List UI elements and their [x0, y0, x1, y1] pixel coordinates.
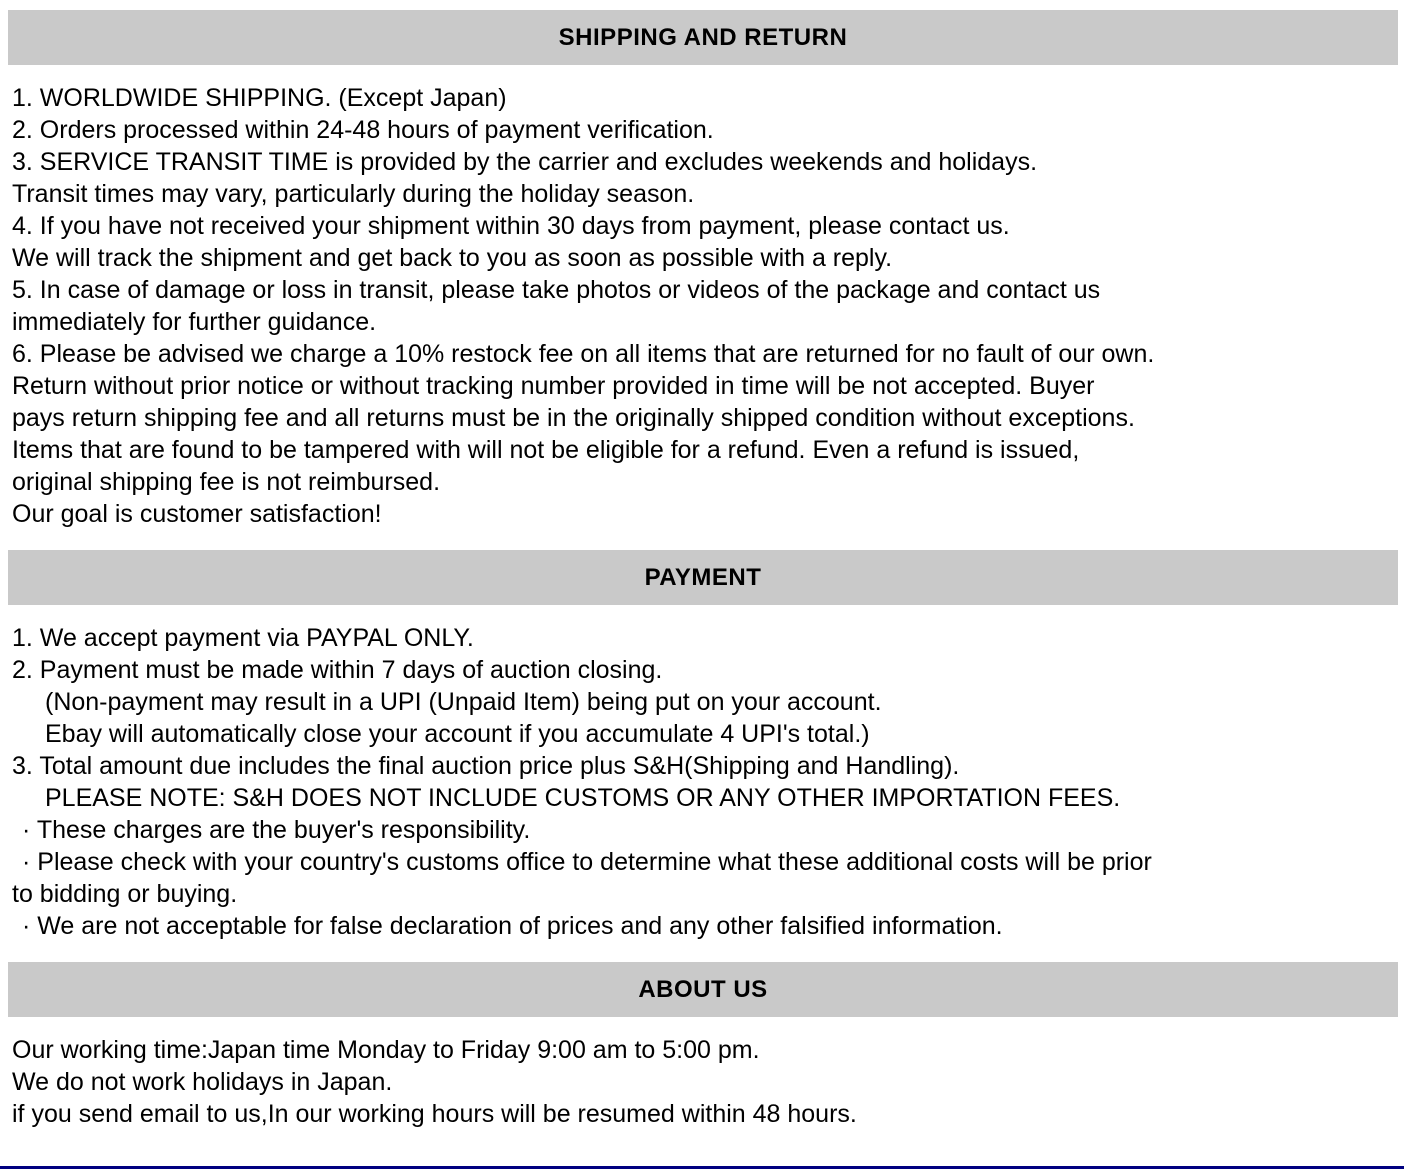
text-line: 3. SERVICE TRANSIT TIME is provided by the carrier and excludes weekends and holidays.	[12, 148, 1038, 176]
text-line: Items that are found to be tampered with will not be eligible for a refund. Even a refund is issued,	[12, 436, 1080, 464]
text-line: if you send email to us,In our working hours will be resumed within 48 hours.	[12, 1100, 857, 1128]
text-line: to bidding or buying.	[12, 880, 238, 908]
text-line: (Non-payment may result in a UPI (Unpaid Item) being put on your account.	[45, 688, 882, 716]
section-body-shipping-and-return	[0, 65, 1404, 550]
section-header-payment	[8, 550, 1398, 605]
section-header-about-us	[8, 962, 1398, 1017]
text-line: Return without prior notice or without tracking number provided in time will be not accepted. Buyer	[12, 372, 1095, 400]
text-line: 1. WORLDWIDE SHIPPING. (Except Japan)	[12, 84, 507, 112]
section-body-about-us	[0, 1017, 1404, 1150]
text-line: We do not work holidays in Japan.	[12, 1068, 393, 1096]
listing-policy-page	[0, 10, 1404, 1164]
section-payment	[0, 550, 1404, 962]
text-line: 6. Please be advised we charge a 10% restock fee on all items that are returned for no fault of our own.	[12, 340, 1155, 368]
text-line: · These charges are the buyer's responsibility.	[22, 816, 531, 844]
text-line: 2. Payment must be made within 7 days of auction closing.	[12, 656, 663, 684]
section-title: PAYMENT	[644, 563, 762, 591]
text-line: original shipping fee is not reimbursed.	[12, 468, 441, 496]
text-line: Our working time:Japan time Monday to Friday 9:00 am to 5:00 pm.	[12, 1036, 760, 1064]
section-title: SHIPPING AND RETURN	[558, 23, 848, 51]
text-line: PLEASE NOTE: S&H DOES NOT INCLUDE CUSTOMS OR ANY OTHER IMPORTATION FEES.	[45, 784, 1121, 812]
text-line: · We are not acceptable for false declaration of prices and any other falsified information.	[22, 912, 1003, 940]
text-line: · Please check with your country's customs office to determine what these additional costs will be prior	[22, 848, 1152, 876]
text-line: We will track the shipment and get back to you as soon as possible with a reply.	[12, 244, 893, 272]
section-shipping-and-return	[0, 10, 1404, 550]
text-line: 1. We accept payment via PAYPAL ONLY.	[12, 624, 474, 652]
text-line: 3. Total amount due includes the final auction price plus S&H(Shipping and Handling).	[12, 752, 960, 780]
text-line: 2. Orders processed within 24-48 hours of payment verification.	[12, 116, 714, 144]
text-line: pays return shipping fee and all returns must be in the originally shipped condition without exceptions.	[12, 404, 1135, 432]
text-line: 4. If you have not received your shipment within 30 days from payment, please contact us.	[12, 212, 1010, 240]
section-title: ABOUT US	[638, 975, 768, 1003]
section-about-us	[0, 962, 1404, 1150]
text-line: Ebay will automatically close your account if you accumulate 4 UPI's total.)	[45, 720, 870, 748]
text-line: Our goal is customer satisfaction!	[12, 500, 382, 528]
text-line: immediately for further guidance.	[12, 308, 377, 336]
section-header-shipping-and-return	[8, 10, 1398, 65]
section-body-payment	[0, 605, 1404, 962]
text-line: Transit times may vary, particularly during the holiday season.	[12, 180, 695, 208]
text-line: 5. In case of damage or loss in transit, please take photos or videos of the package and contact us	[12, 276, 1101, 304]
